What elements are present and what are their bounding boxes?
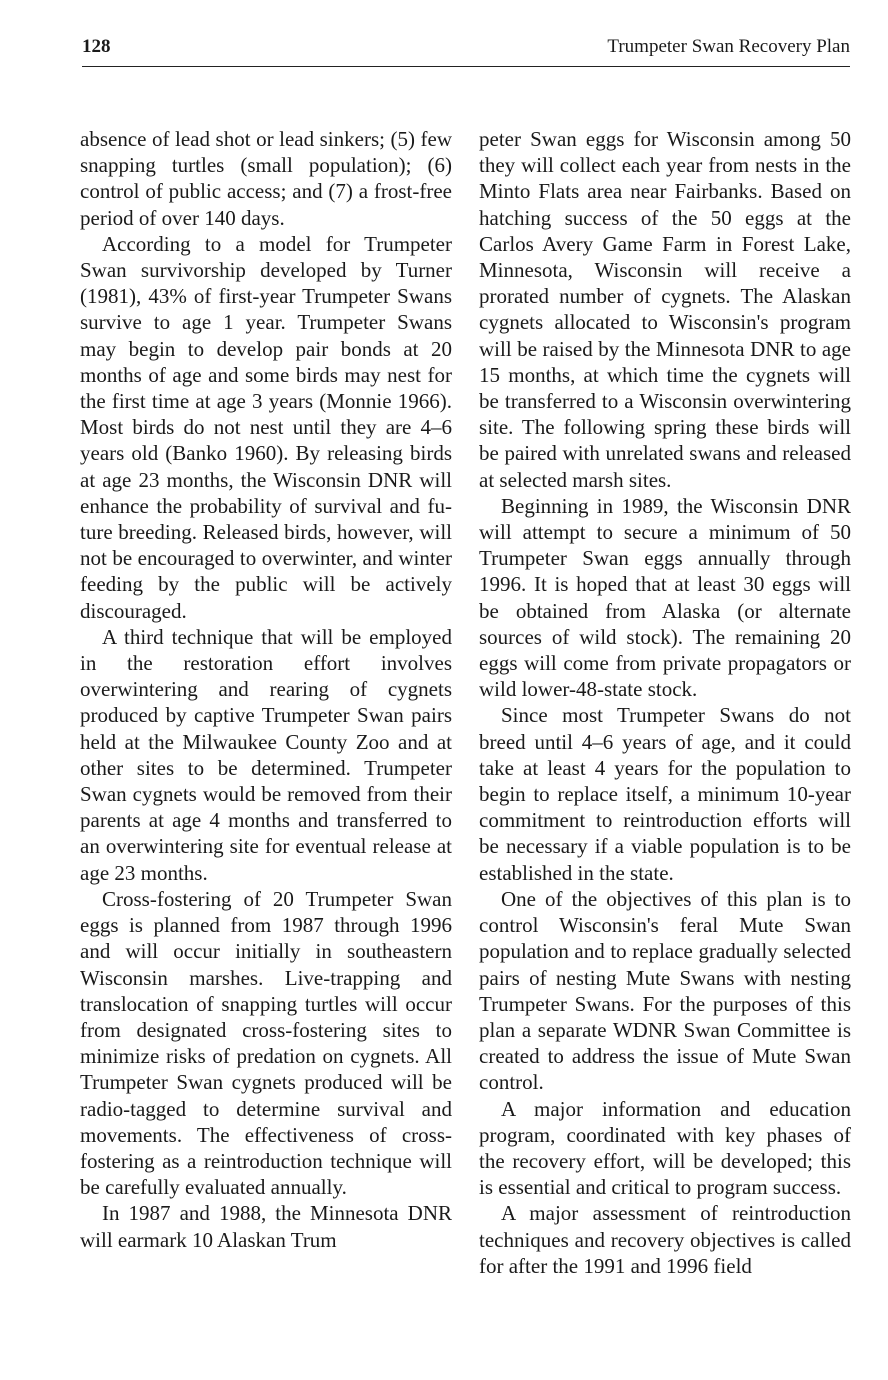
- right-column: [479, 126, 851, 1279]
- body-paragraph: According to a model for Trumpeter Swan survivorship developed by Turner (1981), 43% of first-year Trumpeter Swans survive to age 1 year. Trumpeter Swans may begin to develop pair bonds at 20 months of age and some birds may nest for the first time at age 3 years (Monnie 1966). Most birds do not nest until they are 4–6 years old (Banko 1960). By releasing birds at age 23 months, the Wisconsin DNR will enhance the probability of survival and future breeding. Released birds, however, will not be encouraged to overwinter, and winter feeding by the public will be actively discouraged.: [80, 231, 452, 623]
- body-paragraph: In 1987 and 1988, the Minnesota DNR will earmark 10 Alaskan Trum: [80, 1201, 452, 1252]
- body-paragraph: absence of lead shot or lead sinkers; (5) few snapping turtles (small population); (6) control of public access; and (7) a frost-free period of over 140 days.: [80, 127, 452, 230]
- body-paragraph: Cross-fostering of 20 Trumpeter Swan eggs is planned from 1987 through 1996 and will occur initially in southeastern Wisconsin marshes. Live-trapping and translocation of snapping turtles will occur from designated cross-fostering sites to minimize risks of predation on cygnets. All Trumpeter Swan cygnets produced will be radio-tagged to determine survival and movements. The effectiveness of cross-fostering as a reintroduction technique will be carefully evaluated annually.: [80, 886, 452, 1200]
- body-paragraph: One of the objectives of this plan is to control Wisconsin's feral Mute Swan population and to replace gradually selected pairs of nesting Mute Swans with nesting Trumpeter Swans. For the purposes of this plan a separate WDNR Swan Committee is created to address the issue of Mute Swan control.: [479, 886, 851, 1095]
- body-paragraph: A major assessment of reintroduction techniques and recovery objectives is called for after the 1991 and 1996 field: [479, 1201, 851, 1278]
- page-header: [82, 34, 850, 67]
- page-number: 128: [82, 36, 111, 57]
- left-column: [80, 126, 452, 1253]
- body-paragraph: A major information and education program, coordinated with key phases of the recovery effort, will be developed; this is essential and critical to program success.: [479, 1096, 851, 1200]
- running-title: Trumpeter Swan Recovery Plan: [607, 36, 850, 57]
- body-paragraph: Since most Trumpeter Swans do not breed until 4–6 years of age, and it could take at least 4 years for the population to begin to replace itself, a minimum 10-year commitment to reintroduction efforts will be necessary if a viable population is to be established in the state.: [479, 703, 851, 885]
- body-paragraph: peter Swan eggs for Wisconsin among 50 they will collect each year from nests in the Minto Flats area near Fairbanks. Based on hatching success of the 50 eggs at the Carlos Avery Game Farm in Forest Lake, Minnesota, Wisconsin will receive a prorated number of cygnets. The Alaskan cygnets allocated to Wisconsin's program will be raised by the Minnesota DNR to age 15 months, at which time the cygnets will be transferred to a Wisconsin overwintering site. The following spring these birds will be paired with unrelated swans and released at selected marsh sites.: [479, 127, 851, 492]
- body-paragraph: A third technique that will be employed in the restoration effort involves overwintering and rearing of cygnets produced by captive Trumpeter Swan pairs held at the Milwaukee County Zoo and at other sites to be determined. Trumpeter Swan cygnets would be removed from their parents at age 4 months and transferred to an overwintering site for eventual release at age 23 months.: [80, 624, 452, 885]
- body-paragraph: Beginning in 1989, the Wisconsin DNR will attempt to secure a minimum of 50 Trumpeter Swan eggs annually through 1996. It is hoped that at least 30 eggs will be obtained from Alaska (or alternate sources of wild stock). The remaining 20 eggs will come from private propagators or wild lower-48-state stock.: [479, 493, 851, 702]
